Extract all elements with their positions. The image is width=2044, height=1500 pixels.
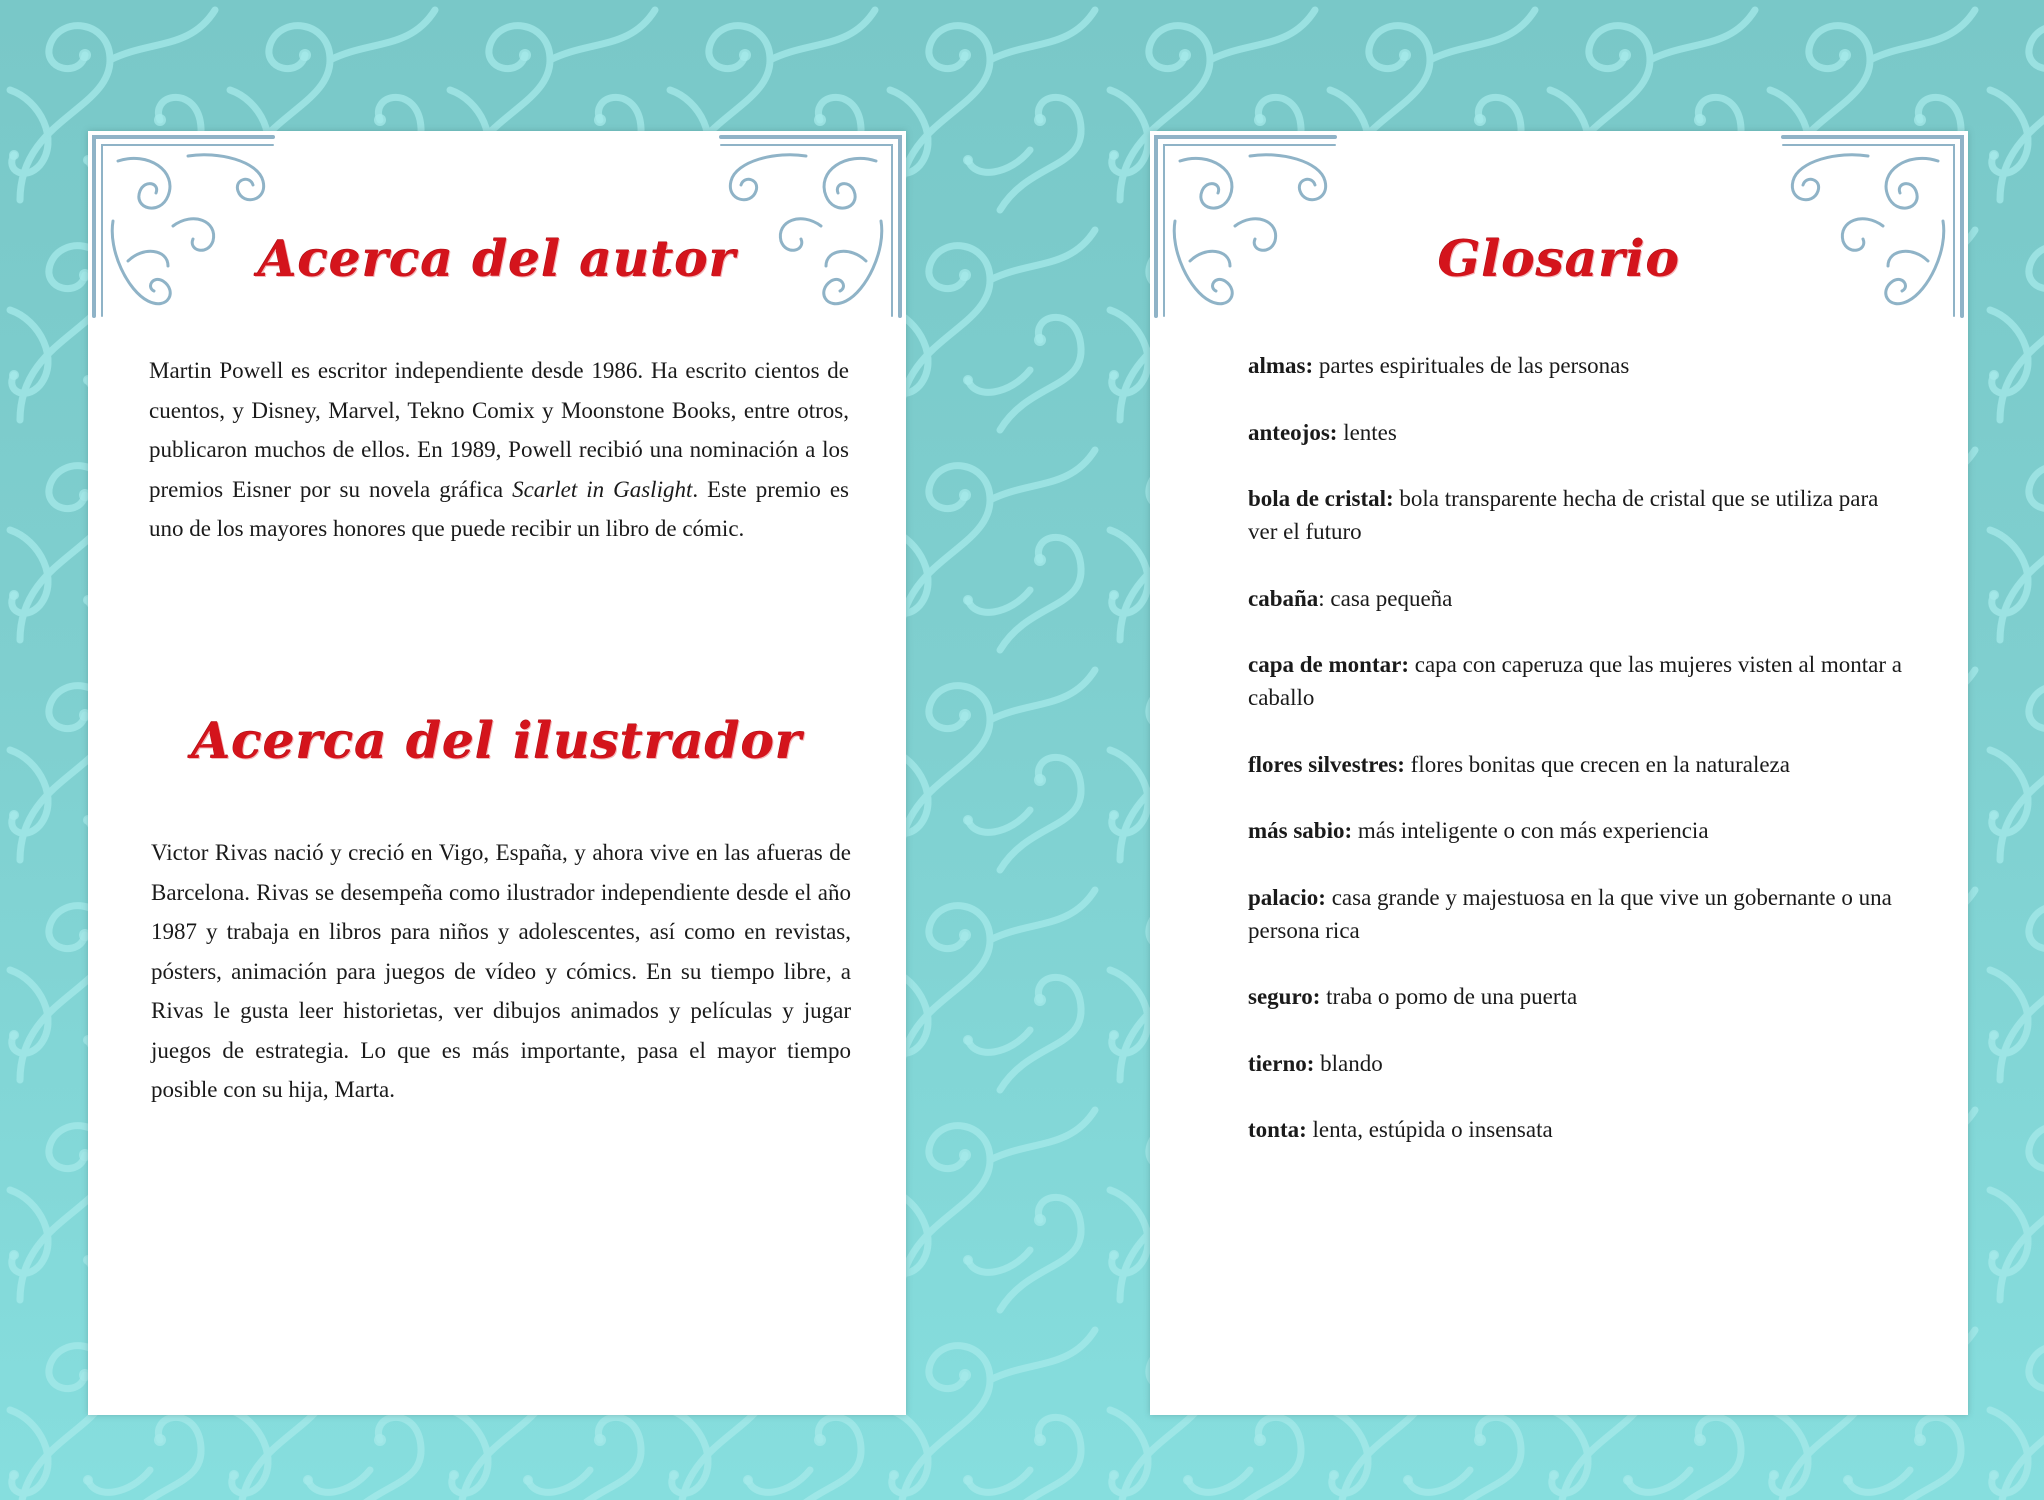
glossary-term: anteojos: [1248, 419, 1338, 445]
glossary-definition: traba o pomo de una puerta [1320, 984, 1578, 1009]
illustrator-heading: Acerca del ilustrador [191, 711, 803, 770]
glossary-term: bola de cristal: [1248, 486, 1394, 511]
glossary-entry [1248, 814, 1908, 847]
glossary-definition: bola transparente hecha de cristal que se utiliza para ver el futuro [1248, 486, 1879, 544]
illustrator-bio: Victor Rivas nació y creció en Vigo, España, y ahora vive en las afueras de Barcelona. Rivas se desempeña como ilustrador independiente desde el año 1987 y trabaja en libros para niños y adolescentes, así como en revistas, pósters, animación para juegos de vídeo y cómics. En su tiempo libre, a Rivas le gusta leer historietas, ver dibujos animados y películas y jugar juegos de estrategia. Lo que es más importante, pasa el mayor tiempo posible con su hija, Marta. [151, 840, 851, 1102]
glossary-entry [1248, 416, 1908, 449]
right-page [1150, 131, 1968, 1415]
glossary-term: cabaña [1248, 585, 1319, 611]
glossary-definition: más inteligente o con más experiencia [1352, 818, 1709, 843]
author-bio-part1: Martin Powell es escritor independiente desde 1986. Ha escrito cientos de cuentos, y Disney, Marvel, Tekno Comix y Moonstone Books, entre otros, publicaron muchos de ellos. En 1989, Powell recibió una nominación a los premios Eisner por su novela gráfica [149, 358, 849, 502]
glossary-term: almas: [1248, 353, 1314, 378]
glossary-definition: partes espirituales de las personas [1313, 353, 1630, 378]
glossary-entry [1248, 349, 1908, 382]
glossary-definition: : casa pequeña [1318, 585, 1453, 611]
glossary-term: flores silvestres: [1248, 751, 1405, 777]
glossary-definition: lenta, estúpida o insensata [1306, 1117, 1553, 1142]
glossary-definition: casa grande y majestuosa en la que vive un gobernante o una persona rica [1248, 884, 1892, 943]
book-title: Scarlet in Gaslight [512, 476, 693, 502]
author-heading: Acerca del autor [257, 229, 737, 288]
glossary-entry [1248, 1047, 1908, 1080]
glossary-entry [1248, 482, 1908, 548]
glossary-term: más sabio: [1248, 818, 1353, 843]
glossary-definition: flores bonitas que crecen en la naturaleza [1404, 751, 1790, 777]
author-bio [149, 351, 849, 549]
glossary-term: seguro: [1248, 984, 1321, 1009]
glossary-definition: capa con caperuza que las mujeres visten al montar a caballo [1248, 652, 1902, 710]
left-page [88, 131, 906, 1415]
glossary-list [1248, 349, 1908, 1180]
glossary-definition: blando [1314, 1050, 1383, 1076]
glossary-entry [1248, 582, 1908, 615]
author-bio-part2: . Este premio es uno de los mayores honores que puede recibir un libro de cómic. [149, 476, 850, 541]
glossary-term: capa de montar: [1248, 652, 1409, 677]
glossary-entry [1248, 748, 1908, 781]
glossary-definition: lentes [1337, 419, 1397, 445]
glossary-entry [1248, 648, 1908, 714]
glossary-term: tonta: [1248, 1117, 1307, 1142]
glossary-term: palacio: [1248, 884, 1326, 910]
glossary-entry [1248, 980, 1908, 1013]
glossary-entry [1248, 1113, 1908, 1146]
glossary-entry [1248, 881, 1908, 947]
glossary-heading: Glosario [1437, 229, 1681, 288]
glossary-term: tierno: [1248, 1050, 1315, 1076]
